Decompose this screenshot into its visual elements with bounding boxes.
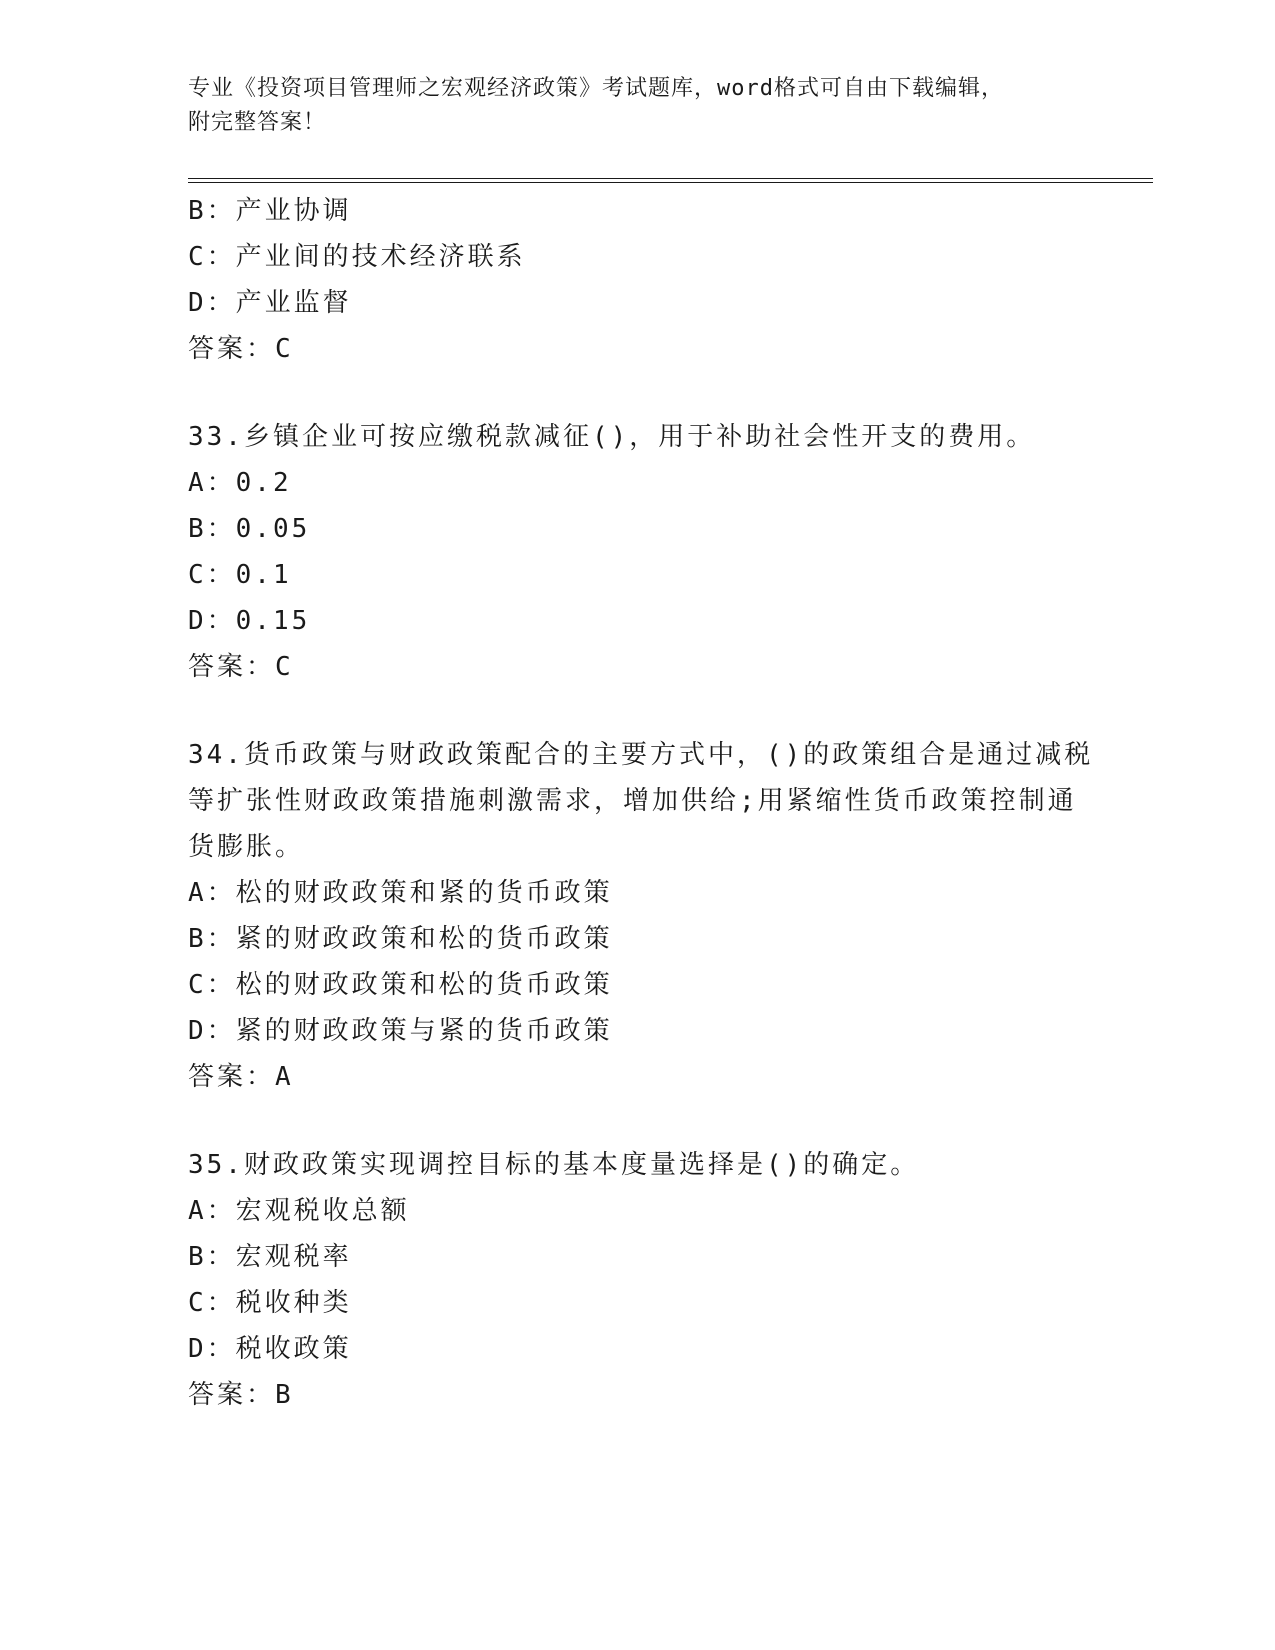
option-c: C：松的财政政策和松的货币政策 (188, 970, 613, 1000)
option-c: C：0.1 (188, 560, 292, 590)
option-d: D：税收政策 (188, 1334, 352, 1364)
option-a: A：0.2 (188, 468, 292, 498)
question-stem: 35.财政政策实现调控目标的基本度量选择是()的确定。 (188, 1150, 920, 1180)
option-a: A：宏观税收总额 (188, 1196, 410, 1226)
question-block-previous (188, 188, 1108, 372)
question-stem-line-1: 34.货币政策与财政政策配合的主要方式中，()的政策组合是通过减税 (188, 740, 1094, 770)
question-block-33 (188, 414, 1108, 690)
answer-line: 答案：C (188, 334, 294, 364)
question-stem-line-3: 货膨胀。 (188, 832, 305, 862)
answer-line: 答案：B (188, 1380, 294, 1410)
option-d: D：产业监督 (188, 288, 352, 318)
answer-line: 答案：C (188, 652, 294, 682)
option-c: C：产业间的技术经济联系 (188, 242, 526, 272)
option-b: B：产业协调 (188, 196, 352, 226)
option-c: C：税收种类 (188, 1288, 352, 1318)
option-b: B：宏观税率 (188, 1242, 352, 1272)
question-block-35 (188, 1142, 1108, 1418)
header-line-2: 附完整答案！ (188, 110, 327, 135)
question-stem: 33.乡镇企业可按应缴税款减征()，用于补助社会性开支的费用。 (188, 422, 1036, 452)
question-stem-line-2: 等扩张性财政政策措施刺激需求，增加供给;用紧缩性货币政策控制通 (188, 786, 1077, 816)
question-block-34 (188, 732, 1108, 1100)
header-divider-bottom (188, 182, 1153, 183)
option-d: D：紧的财政政策与紧的货币政策 (188, 1016, 613, 1046)
spacer (188, 372, 1108, 414)
header-line-1: 专业《投资项目管理师之宏观经济政策》考试题库，word格式可自由下载编辑， (188, 76, 1004, 101)
option-d: D：0.15 (188, 606, 311, 636)
document-header (188, 72, 1068, 140)
option-b: B：紧的财政政策和松的货币政策 (188, 924, 613, 954)
question-list (188, 188, 1108, 1418)
option-b: B：0.05 (188, 514, 311, 544)
spacer (188, 690, 1108, 732)
answer-line: 答案：A (188, 1062, 294, 1092)
option-a: A：松的财政政策和紧的货币政策 (188, 878, 613, 908)
header-divider-top (188, 178, 1153, 179)
spacer (188, 1100, 1108, 1142)
